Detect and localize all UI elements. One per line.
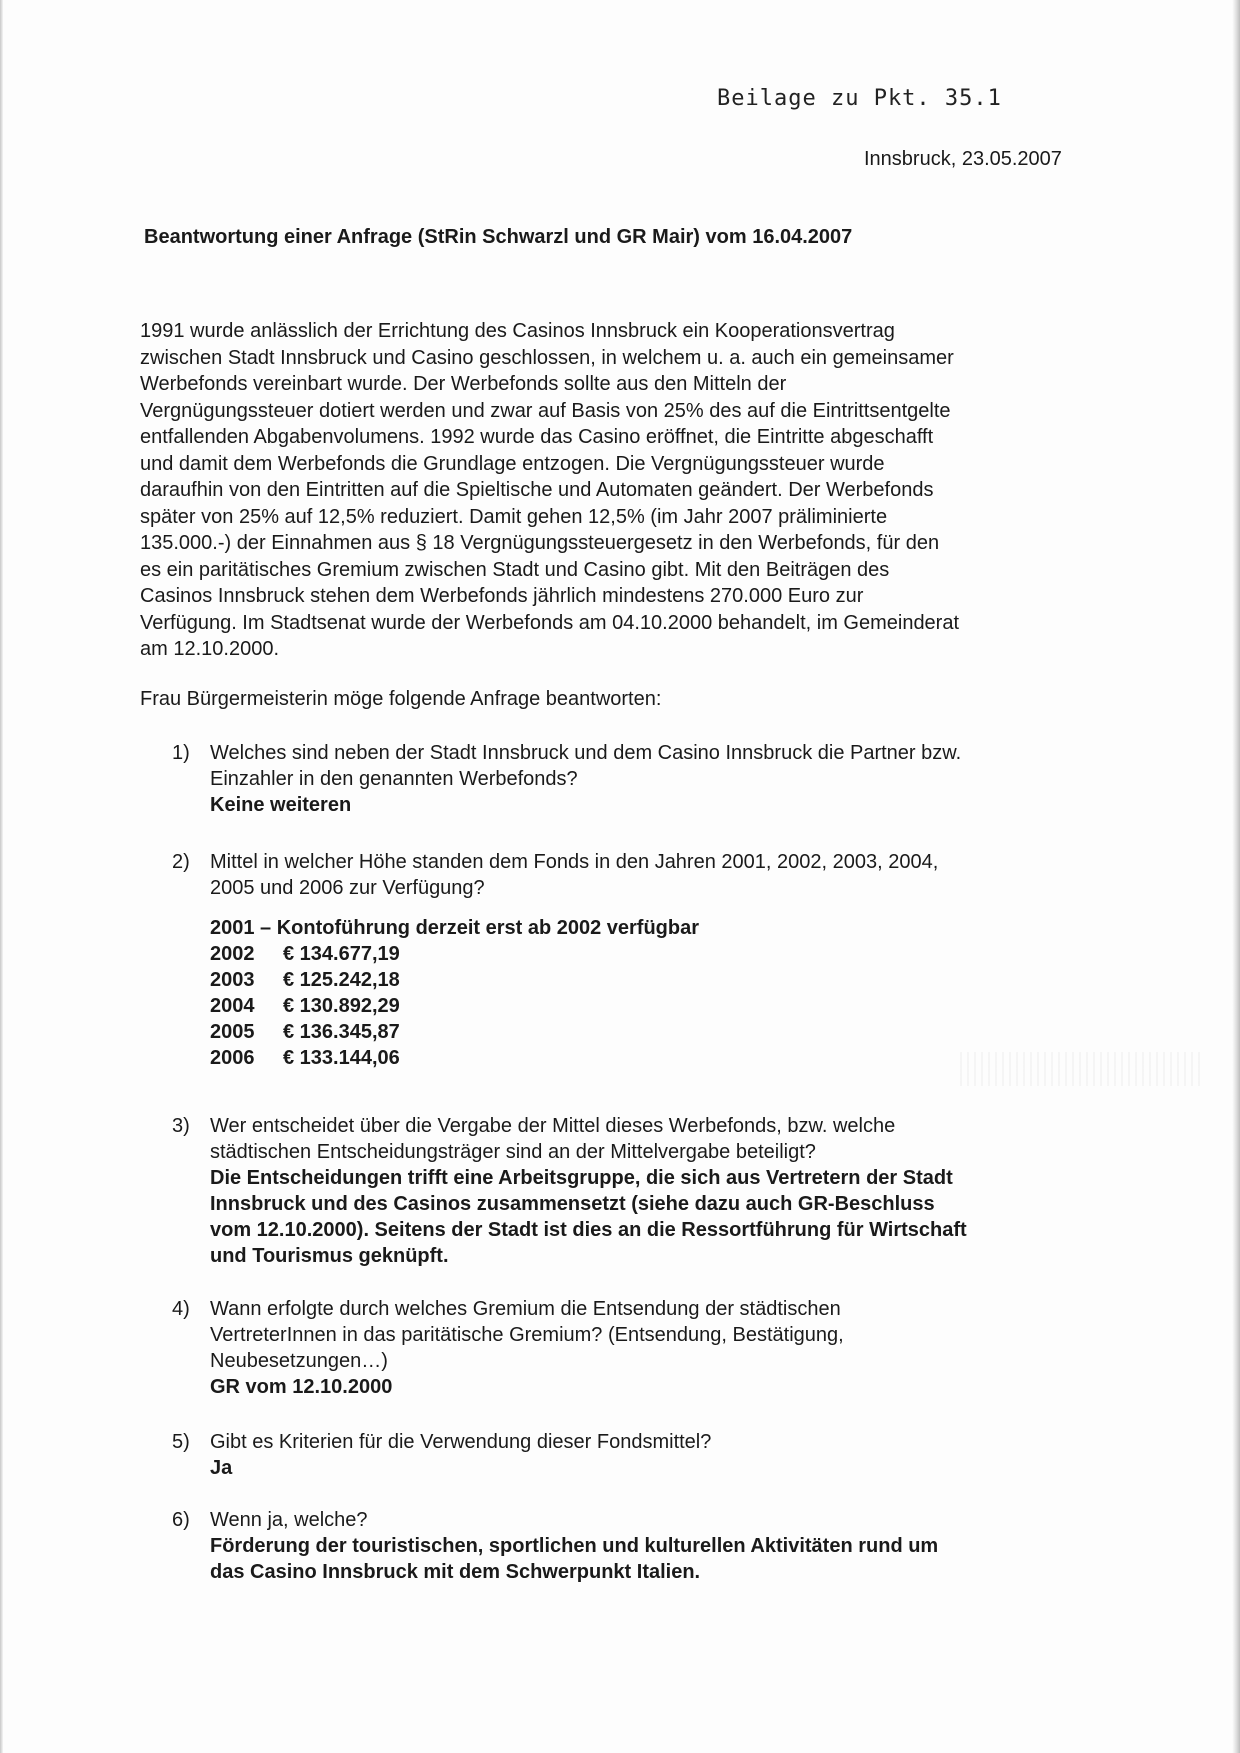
intro-line: Werbefonds vereinbart wurde. Der Werbefonds sollte aus den Mitteln der [140,373,787,395]
fund-amount: € 134.677,19 [283,943,400,965]
fund-year: 2003 [210,969,255,991]
answer-text-line: Ja [210,1457,233,1479]
document-title: Beantwortung einer Anfrage (StRin Schwarzl und GR Mair) vom 16.04.2007 [144,226,853,248]
question-text-line: Welches sind neben der Stadt Innsbruck und dem Casino Innsbruck die Partner bzw. [210,742,962,764]
question-text-line: Einzahler in den genannten Werbefonds? [210,768,578,790]
intro-line: 1991 wurde anlässlich der Errichtung des Casinos Innsbruck ein Kooperationsvertrag [140,320,895,342]
place-date: Innsbruck, 23.05.2007 [864,148,1062,170]
question-text-line: Wann erfolgte durch welches Gremium die Entsendung der städtischen [210,1298,841,1320]
fund-year: 2002 [210,943,255,965]
question-body [210,849,1092,1071]
intro-line: und damit dem Werbefonds die Grundlage entzogen. Die Vergnügungssteuer wurde [140,452,885,475]
question-text-line: Neubesetzungen…) [210,1350,388,1372]
intro-line: zwischen Stadt Innsbruck und Casino geschlossen, in welchem u. a. auch ein gemeinsamer [140,346,954,369]
question-number: 5) [172,1431,190,1453]
fund-row [210,993,1092,1019]
answer-text-line: das Casino Innsbruck mit dem Schwerpunkt Italien. [210,1561,701,1583]
question-body [210,740,1092,818]
intro-line: es ein paritätisches Gremium zwischen Stadt und Casino gibt. Mit den Beiträgen des [140,558,890,581]
question-number: 6) [172,1509,190,1531]
question-number: 1) [172,742,190,764]
fund-amount: € 130.892,29 [283,995,400,1017]
fund-amount: € 136.345,87 [283,1021,400,1043]
question-body [210,1113,1092,1269]
question-body [210,1507,1092,1585]
fund-year: 2006 [210,1047,255,1069]
question-number: 4) [172,1298,190,1320]
intro-line: Casinos Innsbruck stehen dem Werbefonds jährlich mindestens 270.000 Euro zur [140,585,864,607]
question-text-line: Gibt es Kriterien für die Verwendung dieser Fondsmittel? [210,1431,712,1453]
intro-line: am 12.10.2000. [140,638,279,660]
scan-edge-left [0,0,3,1753]
fund-row [210,1019,1092,1045]
intro-line: daraufhin von den Eintritten auf die Spieltische und Automaten geändert. Der Werbefonds [140,479,934,501]
question-text-line: VertreterInnen in das paritätische Gremium? (Entsendung, Bestätigung, [210,1324,844,1346]
question-text-line: Wenn ja, welche? [210,1509,368,1531]
question-text-line: Wer entscheidet über die Vergabe der Mittel dieses Werbefonds, bzw. welche [210,1115,896,1137]
question-text-line: Mittel in welcher Höhe standen dem Fonds in den Jahren 2001, 2002, 2003, 2004, [210,851,939,873]
intro-line: 135.000.-) der Einnahmen aus § 18 Vergnügungssteuergesetz in den Werbefonds, für den [140,532,940,554]
attachment-note: Beilage zu Pkt. 35.1 [717,86,1002,111]
question-item-1 [172,740,1092,818]
fund-year: 2004 [210,995,255,1017]
answer-text-line: Keine weiteren [210,794,352,816]
question-item-5 [172,1429,1092,1481]
scan-edge-right [1232,0,1240,1753]
intro-paragraph [140,318,1100,663]
fund-amount: € 133.144,06 [283,1047,400,1069]
question-item-4 [172,1296,1092,1400]
request-line: Frau Bürgermeisterin möge folgende Anfrage beantworten: [140,688,662,710]
fund-year: 2005 [210,1021,255,1043]
answer-text-line: Innsbruck und des Casinos zusammensetzt (siehe dazu auch GR-Beschluss [210,1193,935,1215]
answer-text-line: und Tourismus geknüpft. [210,1245,449,1267]
question-number: 3) [172,1115,190,1137]
question-text-line: städtischen Entscheidungsträger sind an der Mittelvergabe beteiligt? [210,1141,816,1163]
question-number: 2) [172,851,190,873]
answer-text-line: Förderung der touristischen, sportlichen und kulturellen Aktivitäten rund um [210,1535,939,1557]
intro-line: Verfügung. Im Stadtsenat wurde der Werbefonds am 04.10.2000 behandelt, im Gemeinderat [140,611,960,634]
question-item-6 [172,1507,1092,1585]
answer-text-line: GR vom 12.10.2000 [210,1376,393,1398]
question-item-3 [172,1113,1092,1269]
fund-row [210,967,1092,993]
answer-text-line: 2001 – Kontoführung derzeit erst ab 2002 verfügbar [210,917,700,939]
question-body [210,1296,1092,1400]
funds-list [210,915,1092,1071]
fund-row [210,941,1092,967]
answer-text-line: vom 12.10.2000). Seitens der Stadt ist dies an die Ressortführung für Wirtschaft [210,1219,967,1241]
question-item-2 [172,849,1092,1071]
fund-amount: € 125.242,18 [283,969,400,991]
answer-text-line: Die Entscheidungen trifft eine Arbeitsgruppe, die sich aus Vertretern der Stadt [210,1167,953,1189]
question-body [210,1429,1092,1481]
scan-smudge [960,1052,1200,1086]
intro-line: später von 25% auf 12,5% reduziert. Damit gehen 12,5% (im Jahr 2007 präliminierte [140,505,888,528]
intro-line: entfallenden Abgabenvolumens. 1992 wurde das Casino eröffnet, die Eintritte abgeschafft [140,426,934,448]
intro-line: Vergnügungssteuer dotiert werden und zwar auf Basis von 25% des auf die Eintrittsentgelte [140,399,951,422]
question-text-line: 2005 und 2006 zur Verfügung? [210,877,485,899]
